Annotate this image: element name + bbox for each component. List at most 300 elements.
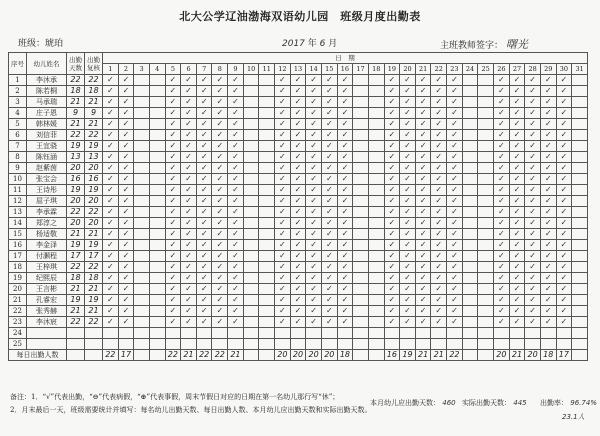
day-cell: ✓ bbox=[337, 196, 353, 207]
day-cell: ✓ bbox=[509, 229, 525, 240]
day-cell: ✓ bbox=[509, 317, 525, 328]
day-cell bbox=[118, 339, 134, 350]
day-cell: ✓ bbox=[509, 218, 525, 229]
day-cell: ✓ bbox=[306, 174, 322, 185]
day-cell: ✓ bbox=[165, 86, 181, 97]
actual-days-cell: 18 bbox=[85, 86, 103, 97]
day-cell: ✓ bbox=[290, 108, 306, 119]
day-cell: ✓ bbox=[540, 152, 556, 163]
day-cell: ✓ bbox=[228, 229, 244, 240]
day-cell: ✓ bbox=[494, 306, 510, 317]
day-cell bbox=[134, 163, 150, 174]
day-cell: ✓ bbox=[165, 207, 181, 218]
child-row bbox=[9, 152, 588, 163]
day-cell: ✓ bbox=[540, 295, 556, 306]
day-cell bbox=[368, 86, 384, 97]
day-cell: ✓ bbox=[447, 97, 463, 108]
day-header: 15 bbox=[321, 64, 337, 75]
day-cell bbox=[275, 328, 291, 339]
day-cell bbox=[478, 262, 494, 273]
day-cell: ✓ bbox=[118, 130, 134, 141]
daily-total-cell: 18 bbox=[540, 350, 556, 361]
day-cell: ✓ bbox=[509, 306, 525, 317]
day-cell: ✓ bbox=[525, 141, 541, 152]
day-cell bbox=[134, 295, 150, 306]
day-cell bbox=[353, 141, 369, 152]
day-header: 14 bbox=[306, 64, 322, 75]
daily-total-cell: 22 bbox=[447, 350, 463, 361]
day-cell: ✓ bbox=[165, 185, 181, 196]
day-cell: ✓ bbox=[181, 295, 197, 306]
day-cell: ✓ bbox=[447, 163, 463, 174]
day-cell: ✓ bbox=[431, 317, 447, 328]
day-cell: ✓ bbox=[509, 295, 525, 306]
due-days-cell: 20 bbox=[67, 218, 85, 229]
day-cell bbox=[243, 75, 259, 86]
day-cell: ✓ bbox=[103, 317, 119, 328]
day-cell: ✓ bbox=[228, 185, 244, 196]
day-cell: ✓ bbox=[337, 317, 353, 328]
actual-days-cell: 21 bbox=[85, 229, 103, 240]
day-cell: ✓ bbox=[165, 295, 181, 306]
day-cell: ✓ bbox=[337, 130, 353, 141]
day-cell: ✓ bbox=[415, 273, 431, 284]
day-cell: ✓ bbox=[165, 273, 181, 284]
day-cell bbox=[572, 108, 588, 119]
day-cell: ✓ bbox=[447, 273, 463, 284]
day-cell bbox=[243, 328, 259, 339]
day-cell bbox=[400, 328, 416, 339]
day-cell: ✓ bbox=[400, 108, 416, 119]
daily-total-cell: 21 bbox=[228, 350, 244, 361]
child-name: 陈钰涵 bbox=[27, 152, 67, 163]
day-cell bbox=[134, 240, 150, 251]
daily-total-cell: 22 bbox=[212, 350, 228, 361]
day-cell: ✓ bbox=[275, 306, 291, 317]
day-cell: ✓ bbox=[494, 317, 510, 328]
due-days-cell: 19 bbox=[67, 295, 85, 306]
daily-total-cell bbox=[368, 350, 384, 361]
child-row bbox=[9, 141, 588, 152]
day-cell: ✓ bbox=[228, 207, 244, 218]
day-cell: ✓ bbox=[556, 196, 572, 207]
day-cell: ✓ bbox=[306, 196, 322, 207]
day-cell bbox=[353, 196, 369, 207]
day-cell: ✓ bbox=[181, 119, 197, 130]
day-cell: ✓ bbox=[275, 86, 291, 97]
day-cell: ✓ bbox=[525, 119, 541, 130]
day-cell: ✓ bbox=[212, 317, 228, 328]
day-cell: ✓ bbox=[118, 218, 134, 229]
day-cell: ✓ bbox=[540, 306, 556, 317]
day-cell bbox=[478, 306, 494, 317]
day-cell: ✓ bbox=[290, 75, 306, 86]
day-cell: ✓ bbox=[525, 284, 541, 295]
seq-cell: 9 bbox=[9, 163, 27, 174]
day-cell bbox=[447, 339, 463, 350]
day-cell bbox=[478, 295, 494, 306]
day-cell bbox=[259, 306, 275, 317]
day-cell bbox=[321, 328, 337, 339]
day-cell bbox=[149, 251, 165, 262]
day-cell: ✓ bbox=[337, 108, 353, 119]
day-cell: ✓ bbox=[509, 75, 525, 86]
day-cell: ✓ bbox=[165, 229, 181, 240]
day-cell bbox=[462, 317, 478, 328]
day-cell: ✓ bbox=[181, 174, 197, 185]
day-cell: ✓ bbox=[212, 306, 228, 317]
day-cell: ✓ bbox=[103, 306, 119, 317]
day-cell bbox=[462, 339, 478, 350]
day-cell bbox=[134, 174, 150, 185]
day-cell: ✓ bbox=[275, 284, 291, 295]
rate-field bbox=[540, 398, 597, 408]
day-header: 16 bbox=[337, 64, 353, 75]
actual-days-value: 445 bbox=[513, 399, 527, 407]
day-cell: ✓ bbox=[509, 86, 525, 97]
day-cell bbox=[103, 339, 119, 350]
day-cell: ✓ bbox=[181, 262, 197, 273]
day-cell bbox=[368, 185, 384, 196]
day-cell: ✓ bbox=[306, 229, 322, 240]
day-cell: ✓ bbox=[118, 174, 134, 185]
day-cell: ✓ bbox=[431, 108, 447, 119]
due-days-field bbox=[370, 398, 456, 408]
day-cell bbox=[134, 108, 150, 119]
day-cell: ✓ bbox=[212, 240, 228, 251]
day-cell: ✓ bbox=[447, 75, 463, 86]
day-cell: ✓ bbox=[447, 317, 463, 328]
day-cell: ✓ bbox=[337, 295, 353, 306]
day-cell: ✓ bbox=[275, 97, 291, 108]
day-cell: ✓ bbox=[400, 130, 416, 141]
day-cell: ✓ bbox=[556, 108, 572, 119]
day-cell: ✓ bbox=[118, 196, 134, 207]
day-cell: ✓ bbox=[118, 262, 134, 273]
day-cell: ✓ bbox=[494, 229, 510, 240]
child-row bbox=[9, 262, 588, 273]
day-cell bbox=[462, 207, 478, 218]
day-cell: ✓ bbox=[212, 75, 228, 86]
day-cell: ✓ bbox=[384, 196, 400, 207]
day-cell: ✓ bbox=[509, 262, 525, 273]
due-days-cell: 19 bbox=[67, 185, 85, 196]
year-value: 2017 bbox=[282, 39, 305, 49]
day-cell: ✓ bbox=[447, 119, 463, 130]
day-cell bbox=[368, 306, 384, 317]
seq-cell: 18 bbox=[9, 262, 27, 273]
day-cell: ✓ bbox=[494, 196, 510, 207]
day-header: 13 bbox=[290, 64, 306, 75]
day-cell bbox=[540, 339, 556, 350]
day-cell: ✓ bbox=[384, 229, 400, 240]
day-cell bbox=[368, 262, 384, 273]
day-cell: ✓ bbox=[337, 141, 353, 152]
day-cell: ✓ bbox=[447, 141, 463, 152]
day-cell: ✓ bbox=[525, 273, 541, 284]
day-cell: ✓ bbox=[118, 141, 134, 152]
day-cell bbox=[353, 86, 369, 97]
day-cell: ✓ bbox=[540, 141, 556, 152]
due-days-cell: 17 bbox=[67, 251, 85, 262]
day-cell: ✓ bbox=[525, 240, 541, 251]
day-cell bbox=[462, 328, 478, 339]
day-cell: ✓ bbox=[275, 174, 291, 185]
day-cell bbox=[149, 306, 165, 317]
day-cell bbox=[353, 251, 369, 262]
day-cell bbox=[259, 108, 275, 119]
day-cell bbox=[462, 273, 478, 284]
day-cell: ✓ bbox=[306, 119, 322, 130]
day-cell: ✓ bbox=[181, 108, 197, 119]
day-cell: ✓ bbox=[196, 108, 212, 119]
day-cell bbox=[259, 262, 275, 273]
day-cell: ✓ bbox=[509, 196, 525, 207]
day-cell: ✓ bbox=[290, 152, 306, 163]
day-header: 2 bbox=[118, 64, 134, 75]
rate-value: 96.74% bbox=[570, 399, 597, 407]
seq-header: 序号 bbox=[9, 53, 27, 75]
day-cell bbox=[306, 339, 322, 350]
day-cell: ✓ bbox=[228, 97, 244, 108]
day-cell bbox=[243, 339, 259, 350]
day-cell: ✓ bbox=[494, 185, 510, 196]
day-cell: ✓ bbox=[275, 273, 291, 284]
extra-note: 23.1人 bbox=[562, 413, 585, 421]
day-cell: ✓ bbox=[290, 196, 306, 207]
day-header: 5 bbox=[165, 64, 181, 75]
day-cell bbox=[259, 75, 275, 86]
day-cell bbox=[134, 185, 150, 196]
actual-days-cell: 18 bbox=[85, 273, 103, 284]
daily-total-cell: 22 bbox=[165, 350, 181, 361]
day-cell: ✓ bbox=[212, 108, 228, 119]
day-cell: ✓ bbox=[306, 295, 322, 306]
day-cell: ✓ bbox=[321, 119, 337, 130]
actual-days-cell: 20 bbox=[85, 218, 103, 229]
day-cell: ✓ bbox=[321, 273, 337, 284]
day-cell: ✓ bbox=[118, 273, 134, 284]
actual-days-cell: 19 bbox=[85, 141, 103, 152]
day-cell: ✓ bbox=[431, 284, 447, 295]
daily-total-cell: 20 bbox=[275, 350, 291, 361]
day-cell bbox=[353, 75, 369, 86]
day-cell: ✓ bbox=[556, 130, 572, 141]
day-cell bbox=[368, 295, 384, 306]
day-cell: ✓ bbox=[181, 218, 197, 229]
day-cell bbox=[353, 306, 369, 317]
child-row bbox=[9, 328, 588, 339]
month-value: 6 bbox=[319, 39, 326, 49]
day-cell: ✓ bbox=[415, 251, 431, 262]
day-cell: ✓ bbox=[525, 174, 541, 185]
day-cell bbox=[462, 75, 478, 86]
day-cell: ✓ bbox=[103, 163, 119, 174]
day-cell: ✓ bbox=[494, 75, 510, 86]
child-name: 郑淳之 bbox=[27, 218, 67, 229]
day-cell: ✓ bbox=[165, 262, 181, 273]
day-cell: ✓ bbox=[509, 251, 525, 262]
day-cell: ✓ bbox=[181, 141, 197, 152]
day-cell: ✓ bbox=[540, 229, 556, 240]
day-cell bbox=[290, 328, 306, 339]
day-cell bbox=[243, 152, 259, 163]
day-cell: ✓ bbox=[196, 163, 212, 174]
day-cell bbox=[462, 262, 478, 273]
actual-days-cell: 9 bbox=[85, 108, 103, 119]
day-cell: ✓ bbox=[290, 251, 306, 262]
day-cell: ✓ bbox=[181, 229, 197, 240]
day-cell: ✓ bbox=[400, 119, 416, 130]
daily-total-cell bbox=[478, 350, 494, 361]
day-cell: ✓ bbox=[509, 273, 525, 284]
day-cell: ✓ bbox=[400, 240, 416, 251]
due-days-cell: 21 bbox=[67, 284, 85, 295]
day-cell: ✓ bbox=[540, 97, 556, 108]
day-cell: ✓ bbox=[431, 218, 447, 229]
year-unit: 年 bbox=[307, 39, 317, 49]
day-cell: ✓ bbox=[447, 152, 463, 163]
day-cell: ✓ bbox=[103, 218, 119, 229]
day-cell: ✓ bbox=[181, 196, 197, 207]
day-cell bbox=[149, 339, 165, 350]
day-cell bbox=[134, 141, 150, 152]
day-cell: ✓ bbox=[431, 240, 447, 251]
day-cell bbox=[259, 174, 275, 185]
day-cell bbox=[478, 174, 494, 185]
day-cell: ✓ bbox=[525, 295, 541, 306]
day-cell bbox=[243, 306, 259, 317]
note-line-1: 备注：1．“√”代表出勤，“⊖”代表病假，“⊕”代表事假，周末节假日对应的日期在第一名幼儿那行写“休”； bbox=[10, 393, 340, 401]
day-cell: ✓ bbox=[447, 86, 463, 97]
actual-days-field bbox=[462, 398, 527, 408]
day-cell bbox=[149, 240, 165, 251]
day-cell: ✓ bbox=[321, 174, 337, 185]
day-cell bbox=[259, 185, 275, 196]
day-header: 23 bbox=[447, 64, 463, 75]
day-cell bbox=[243, 317, 259, 328]
day-cell: ✓ bbox=[321, 130, 337, 141]
day-cell: ✓ bbox=[306, 86, 322, 97]
day-cell bbox=[337, 328, 353, 339]
day-cell: ✓ bbox=[290, 207, 306, 218]
day-cell bbox=[149, 97, 165, 108]
due-days-cell: 21 bbox=[67, 306, 85, 317]
actual-days-cell: 19 bbox=[85, 295, 103, 306]
day-cell: ✓ bbox=[556, 86, 572, 97]
day-cell: ✓ bbox=[228, 108, 244, 119]
day-cell: ✓ bbox=[196, 130, 212, 141]
day-cell bbox=[243, 119, 259, 130]
day-cell: ✓ bbox=[165, 174, 181, 185]
day-cell: ✓ bbox=[321, 163, 337, 174]
day-cell: ✓ bbox=[321, 97, 337, 108]
day-cell: ✓ bbox=[228, 119, 244, 130]
day-cell: ✓ bbox=[509, 174, 525, 185]
month-unit: 月 bbox=[328, 39, 338, 49]
day-cell: ✓ bbox=[306, 240, 322, 251]
day-cell: ✓ bbox=[165, 97, 181, 108]
day-cell: ✓ bbox=[509, 207, 525, 218]
day-cell bbox=[572, 75, 588, 86]
day-cell: ✓ bbox=[525, 218, 541, 229]
day-cell: ✓ bbox=[431, 295, 447, 306]
day-cell: ✓ bbox=[181, 86, 197, 97]
day-cell: ✓ bbox=[181, 97, 197, 108]
day-cell bbox=[572, 163, 588, 174]
child-row bbox=[9, 75, 588, 86]
day-cell bbox=[243, 185, 259, 196]
day-cell bbox=[368, 229, 384, 240]
day-cell: ✓ bbox=[275, 141, 291, 152]
day-cell: ✓ bbox=[321, 141, 337, 152]
day-cell: ✓ bbox=[447, 108, 463, 119]
day-cell: ✓ bbox=[400, 317, 416, 328]
day-cell: ✓ bbox=[556, 163, 572, 174]
seq-cell: 12 bbox=[9, 196, 27, 207]
day-cell bbox=[259, 141, 275, 152]
day-cell: ✓ bbox=[228, 218, 244, 229]
day-cell: ✓ bbox=[306, 218, 322, 229]
day-cell: ✓ bbox=[212, 97, 228, 108]
day-cell bbox=[353, 262, 369, 273]
child-name: 张宝会 bbox=[27, 174, 67, 185]
day-cell bbox=[337, 339, 353, 350]
day-cell: ✓ bbox=[290, 229, 306, 240]
day-cell: ✓ bbox=[290, 141, 306, 152]
day-cell: ✓ bbox=[494, 284, 510, 295]
seq-cell: 16 bbox=[9, 240, 27, 251]
day-header: 17 bbox=[353, 64, 369, 75]
day-cell: ✓ bbox=[337, 262, 353, 273]
day-cell bbox=[462, 152, 478, 163]
day-cell bbox=[447, 328, 463, 339]
day-cell: ✓ bbox=[540, 174, 556, 185]
seq-cell: 15 bbox=[9, 229, 27, 240]
day-cell: ✓ bbox=[306, 97, 322, 108]
day-cell: ✓ bbox=[540, 262, 556, 273]
day-cell: ✓ bbox=[415, 196, 431, 207]
daily-total-cell bbox=[259, 350, 275, 361]
day-cell bbox=[368, 273, 384, 284]
child-name: 李承霖 bbox=[27, 207, 67, 218]
day-cell bbox=[478, 218, 494, 229]
day-cell: ✓ bbox=[337, 163, 353, 174]
day-cell: ✓ bbox=[556, 152, 572, 163]
day-cell: ✓ bbox=[196, 97, 212, 108]
day-cell: ✓ bbox=[384, 185, 400, 196]
day-cell bbox=[462, 295, 478, 306]
child-name: 陈若桐 bbox=[27, 86, 67, 97]
day-cell bbox=[165, 339, 181, 350]
day-cell bbox=[353, 273, 369, 284]
day-cell: ✓ bbox=[384, 240, 400, 251]
day-cell: ✓ bbox=[431, 174, 447, 185]
day-cell bbox=[478, 75, 494, 86]
day-cell: ✓ bbox=[212, 174, 228, 185]
day-cell: ✓ bbox=[494, 251, 510, 262]
day-cell bbox=[259, 251, 275, 262]
day-cell: ✓ bbox=[494, 207, 510, 218]
due-days-cell: 21 bbox=[67, 97, 85, 108]
child-name: 王诗彤 bbox=[27, 185, 67, 196]
day-cell: ✓ bbox=[290, 97, 306, 108]
day-header: 12 bbox=[275, 64, 291, 75]
day-cell: ✓ bbox=[447, 207, 463, 218]
due-days-cell: 18 bbox=[67, 273, 85, 284]
day-cell bbox=[368, 174, 384, 185]
day-cell: ✓ bbox=[431, 273, 447, 284]
